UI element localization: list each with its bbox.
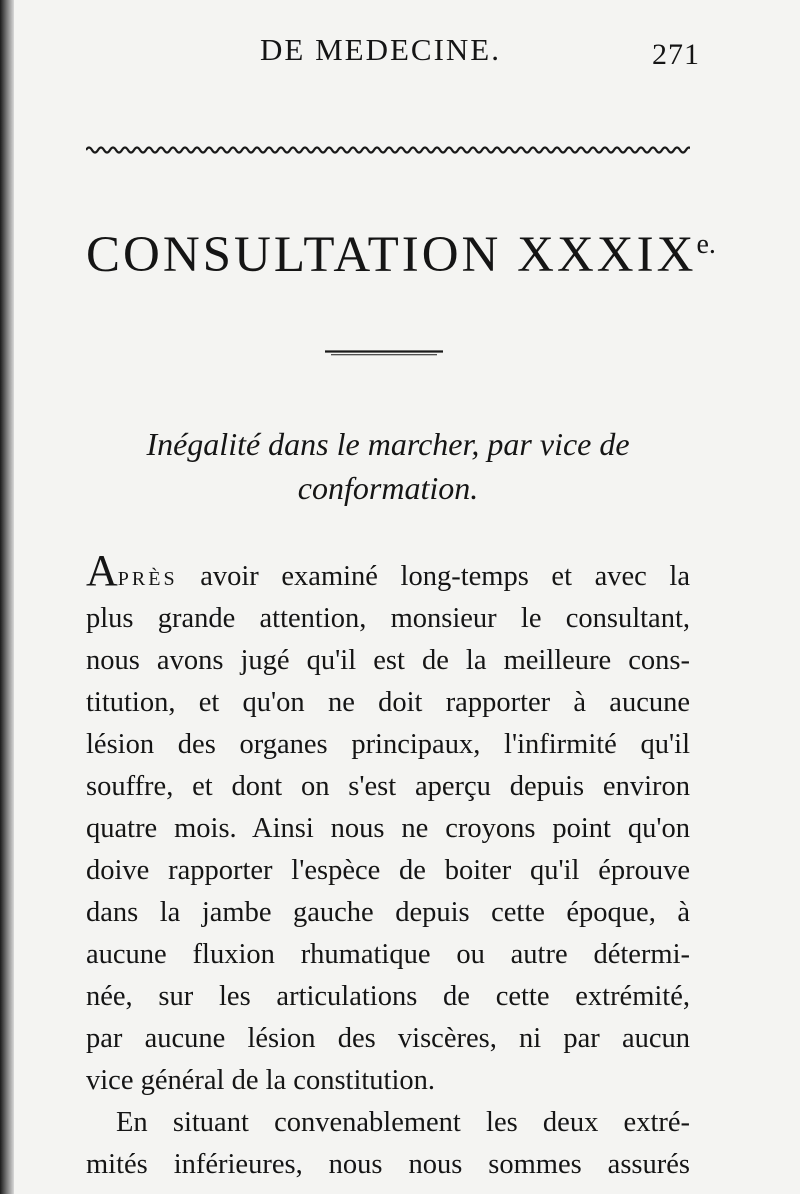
paragraph-1-line-text: avoir examiné long-temps et avec la (177, 561, 690, 592)
small-caps-word: PRÈS (117, 568, 178, 590)
wavy-rule (86, 144, 690, 156)
consultation-heading (86, 226, 716, 284)
paragraph-1-line: souffre, et dont on s'est aperçu depuis environ (86, 771, 690, 802)
page-number: 271 (652, 38, 700, 71)
paragraph-1-line: plus grande attention, monsieur le consultant, (86, 603, 690, 634)
heading-title: CONSULTATION XXXIX (86, 227, 697, 283)
paragraph-1-line: nous avons jugé qu'il est de la meilleure cons- (86, 645, 690, 676)
paragraph-1-line: par aucune lésion des viscères, ni par aucun (86, 1023, 690, 1054)
paragraph-1-line: née, sur les articulations de cette extrémité, (86, 981, 690, 1012)
paragraph-1-line (86, 546, 690, 598)
paragraph-1-line: quatre mois. Ainsi nous ne croyons point qu'on (86, 813, 690, 844)
paragraph-1-line: aucune fluxion rhumatique ou autre détermi- (86, 939, 690, 970)
paragraph-1-line: vice général de la constitution. (86, 1065, 435, 1096)
paragraph-2 (86, 1102, 690, 1186)
short-rule (325, 350, 443, 356)
paragraph-2-line: mités inférieures, nous nous sommes assurés (86, 1149, 690, 1180)
paragraph-1 (86, 546, 690, 1102)
subtitle (86, 422, 690, 510)
running-title: DE MEDECINE. (260, 32, 501, 67)
paragraph-1-line: dans la jambe gauche depuis cette époque, à (86, 897, 690, 928)
page-binding-shadow (0, 0, 14, 1194)
drop-cap: A (86, 546, 118, 595)
subtitle-line-1: Inégalité dans le marcher, par vice de (146, 426, 630, 462)
paragraph-1-line: doive rapporter l'espèce de boiter qu'il éprouve (86, 855, 690, 886)
page-header (80, 28, 700, 78)
paragraph-1-line: lésion des organes principaux, l'infirmité qu'il (86, 729, 690, 760)
body-text (86, 546, 690, 1186)
heading-suffix: e. (696, 229, 716, 260)
paragraph-1-line: titution, et qu'on ne doit rapporter à aucune (86, 687, 690, 718)
paragraph-2-line: En situant convenablement les deux extré- (116, 1107, 690, 1138)
subtitle-line-2: conformation. (297, 470, 479, 506)
